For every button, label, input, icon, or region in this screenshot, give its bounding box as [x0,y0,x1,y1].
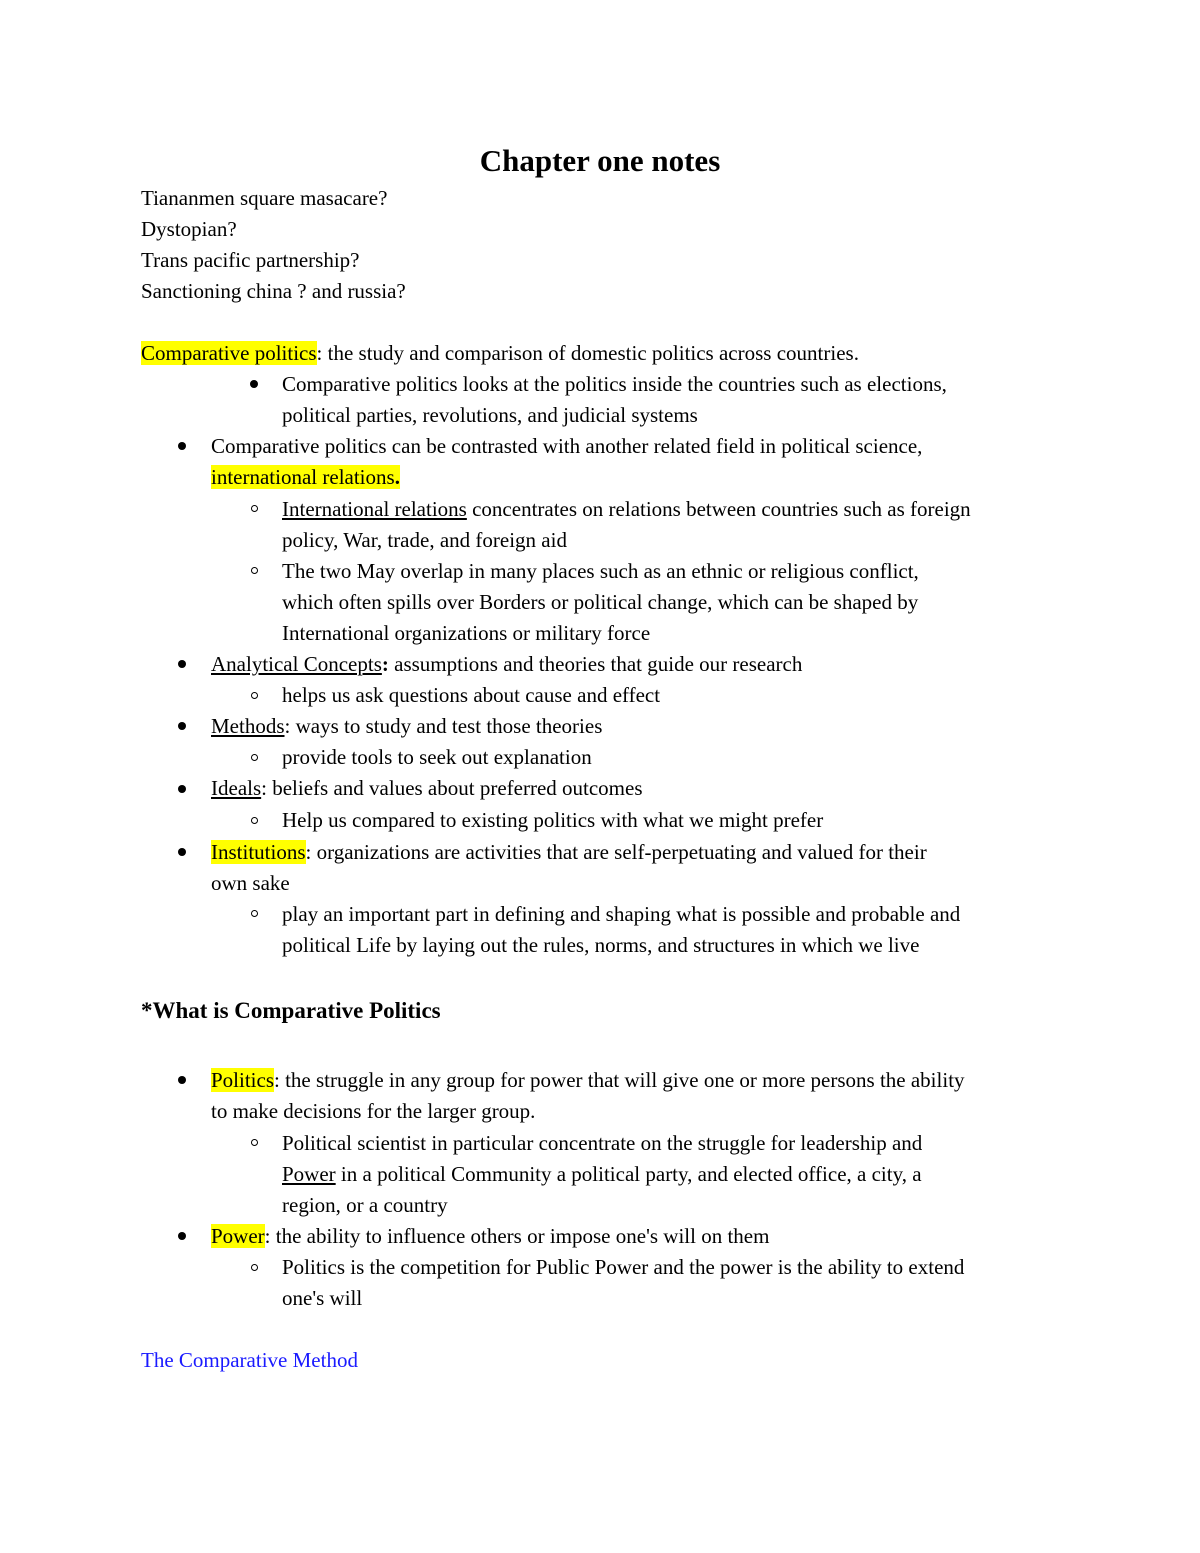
highlighted-term: Politics [211,1068,275,1092]
circle-bullet-icon [251,1139,258,1146]
underlined-term: Analytical Concepts [211,652,382,676]
list-item-continued: International organizations or military force [282,621,651,645]
underlined-term: Power [282,1162,336,1186]
definition-text: : the study and comparison of domestic politics across countries. [316,341,859,365]
list-item: Help us compared to existing politics with what we might prefer [282,808,824,832]
section-heading: *What is Comparative Politics [141,998,441,1023]
bullet-icon [178,660,186,668]
list-item: provide tools to seek out explanation [282,745,592,769]
bullet-icon [178,442,186,450]
list-item: Politics: the struggle in any group for power that will give one or more persons the ability [211,1068,965,1092]
highlighted-term: Comparative politics [141,341,317,365]
list-item-continued: political parties, revolutions, and judicial systems [282,403,698,427]
list-item-continued: to make decisions for the larger group. [211,1099,536,1123]
definition-comparative-politics [141,338,859,369]
list-item: Comparative politics looks at the politics inside the countries such as elections, [282,372,947,396]
list-item-continued: policy, War, trade, and foreign aid [282,528,567,552]
circle-bullet-icon [251,505,258,512]
underlined-term: Ideals [211,776,262,800]
highlighted-term: Power [211,1224,265,1248]
list-item-continued: region, or a country [282,1193,448,1217]
circle-bullet-icon [251,692,258,699]
list-item: Methods: ways to study and test those theories [211,714,603,738]
list-item-continued: one's will [282,1286,363,1310]
highlighted-term: international relations. [211,465,400,489]
list-item: Ideals: beliefs and values about preferred outcomes [211,776,643,800]
page-title: Chapter one notes [479,143,721,178]
bullet-icon [178,1076,186,1084]
list-item: helps us ask questions about cause and effect [282,683,661,707]
list-item-continued: Power in a political Community a political party, and elected office, a city, a [282,1162,922,1186]
list-item-continued: own sake [211,871,290,895]
comparative-method-heading: The Comparative Method [141,1348,358,1372]
circle-bullet-icon [251,567,258,574]
circle-bullet-icon [251,910,258,917]
bullet-icon [178,722,186,730]
question-line: Dystopian? [141,217,237,241]
circle-bullet-icon [251,754,258,761]
question-line: Trans pacific partnership? [141,248,360,272]
list-item: Analytical Concepts: assumptions and theories that guide our research [211,652,803,676]
list-item: Comparative politics can be contrasted with another related field in political science, [211,434,923,458]
list-item: Institutions: organizations are activities that are self-perpetuating and valued for their [211,840,927,864]
circle-bullet-icon [251,817,258,824]
bullet-icon [178,1232,186,1240]
underlined-term: Methods [211,714,285,738]
list-item: International relations concentrates on relations between countries such as foreign [282,497,971,521]
underlined-term: International relations [282,497,467,521]
question-line: Tiananmen square masacare? [141,186,388,210]
bullet-icon [250,380,258,388]
highlighted-term: Institutions [211,840,306,864]
circle-bullet-icon [251,1264,258,1271]
list-item: Politics is the competition for Public Power and the power is the ability to extend [282,1255,965,1279]
list-item-continued: political Life by laying out the rules, norms, and structures in which we live [282,933,920,957]
list-item-continued: which often spills over Borders or political change, which can be shaped by [282,590,919,614]
list-item: The two May overlap in many places such as an ethnic or religious conflict, [282,559,919,583]
bullet-icon [178,848,186,856]
list-item: play an important part in defining and shaping what is possible and probable and [282,902,961,926]
list-item: Power: the ability to influence others or impose one's will on them [211,1224,770,1248]
question-line: Sanctioning china ? and russia? [141,279,406,303]
list-item: Political scientist in particular concentrate on the struggle for leadership and [282,1131,923,1155]
list-item-continued [211,462,400,493]
bullet-icon [178,785,186,793]
